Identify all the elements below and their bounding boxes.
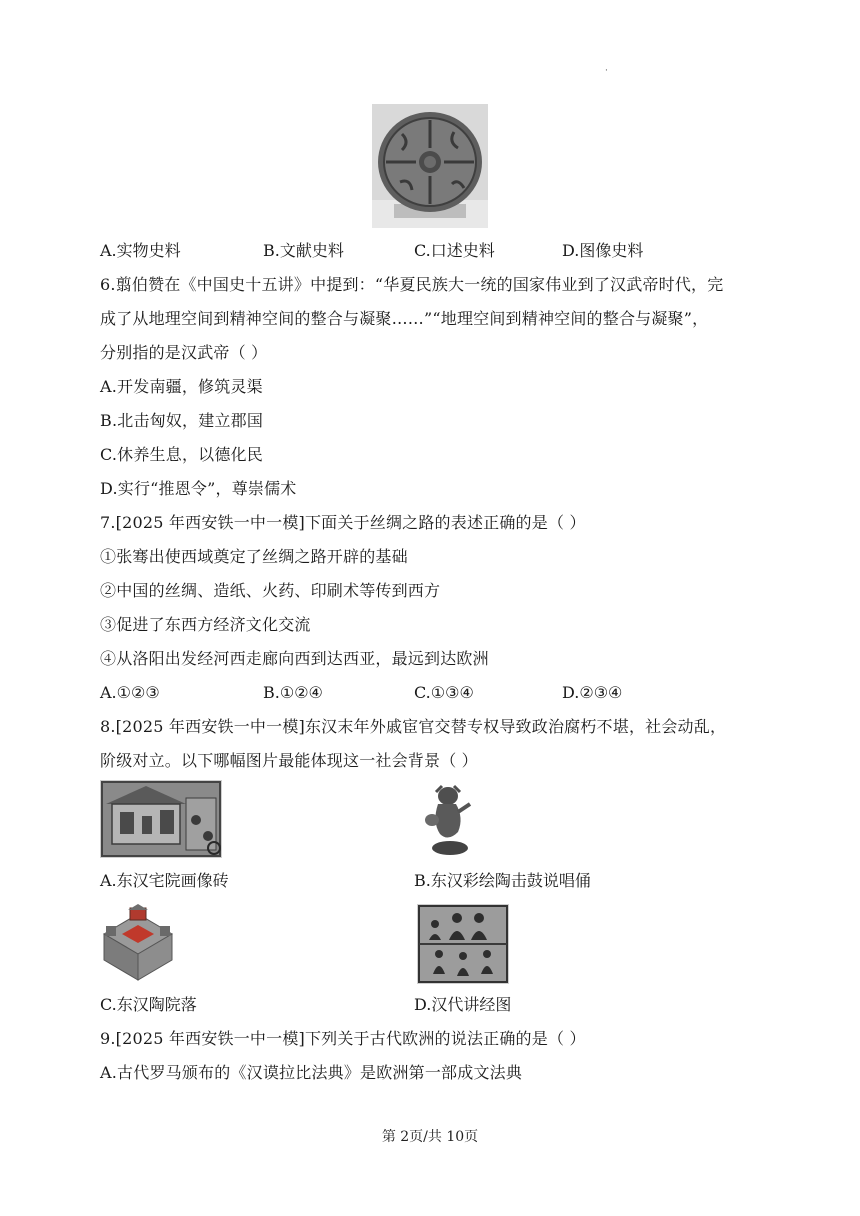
q8-option-d: D.汉代讲经图 — [414, 995, 512, 1014]
pottery-courtyard-image — [100, 904, 176, 982]
q5-option-b: B.文献史料 — [263, 241, 344, 260]
q5-option-a: A.实物史料 — [100, 241, 181, 260]
q6-stem-line-2: 成了从地理空间到精神空间的整合与凝聚……”“地理空间到精神空间的整合与凝聚”， — [100, 309, 709, 328]
q6-option-b: B.北击匈奴，建立郡国 — [100, 411, 264, 430]
q6-stem-line-1: 6.翦伯赞在《中国史十五讲》中提到：“华夏民族大一统的国家伟业到了汉武帝时代，完 — [100, 275, 724, 294]
q7-item-2: ②中国的丝绸、造纸、火药、印刷术等传到西方 — [100, 581, 441, 600]
q8-stem-line-1: 8.[2025 年西安铁一中一模]东汉末年外戚宦官交替专权导致政治腐朽不堪，社会动乱， — [100, 717, 727, 736]
q6-option-c: C.休养生息，以德化民 — [100, 445, 263, 464]
q7-option-b: B.①②④ — [263, 683, 323, 702]
q5-option-d: D.图像史料 — [562, 241, 644, 260]
q7-stem: 7.[2025 年西安铁一中一模]下面关于丝绸之路的表述正确的是（ ） — [100, 513, 586, 532]
q6-stem-line-3: 分别指的是汉武帝（ ） — [100, 343, 268, 362]
q8-option-c: C.东汉陶院落 — [100, 995, 197, 1014]
q6-option-d: D.实行“推恩令”，尊崇儒术 — [100, 479, 297, 498]
q9-option-a: A.古代罗马颁布的《汉谟拉比法典》是欧洲第一部成文法典 — [100, 1063, 523, 1082]
drummer-figurine-image — [418, 782, 478, 858]
artifact-disc-image — [372, 104, 488, 228]
q7-option-a: A.①②③ — [100, 683, 160, 702]
lecture-scene-rubbing-image — [417, 904, 509, 984]
header-mark: · — [605, 66, 608, 76]
q7-option-d: D.②③④ — [562, 683, 623, 702]
q9-stem: 9.[2025 年西安铁一中一模]下列关于古代欧洲的说法正确的是（ ） — [100, 1029, 586, 1048]
q7-item-4: ④从洛阳出发经河西走廊向西到达西亚，最远到达欧洲 — [100, 649, 489, 668]
q8-option-b: B.东汉彩绘陶击鼓说唱俑 — [414, 871, 591, 890]
q8-stem-line-2: 阶级对立。以下哪幅图片最能体现这一社会背景（ ） — [100, 751, 478, 770]
courtyard-brick-relief-image — [100, 780, 222, 858]
q6-option-a: A.开发南疆，修筑灵渠 — [100, 377, 263, 396]
q7-item-3: ③促进了东西方经济文化交流 — [100, 615, 311, 634]
q8-option-a: A.东汉宅院画像砖 — [100, 871, 229, 890]
q7-option-c: C.①③④ — [414, 683, 474, 702]
page-footer: 第 2页/共 10页 — [381, 1129, 479, 1145]
q7-item-1: ①张骞出使西域奠定了丝绸之路开辟的基础 — [100, 547, 408, 566]
q5-option-c: C.口述史料 — [414, 241, 495, 260]
